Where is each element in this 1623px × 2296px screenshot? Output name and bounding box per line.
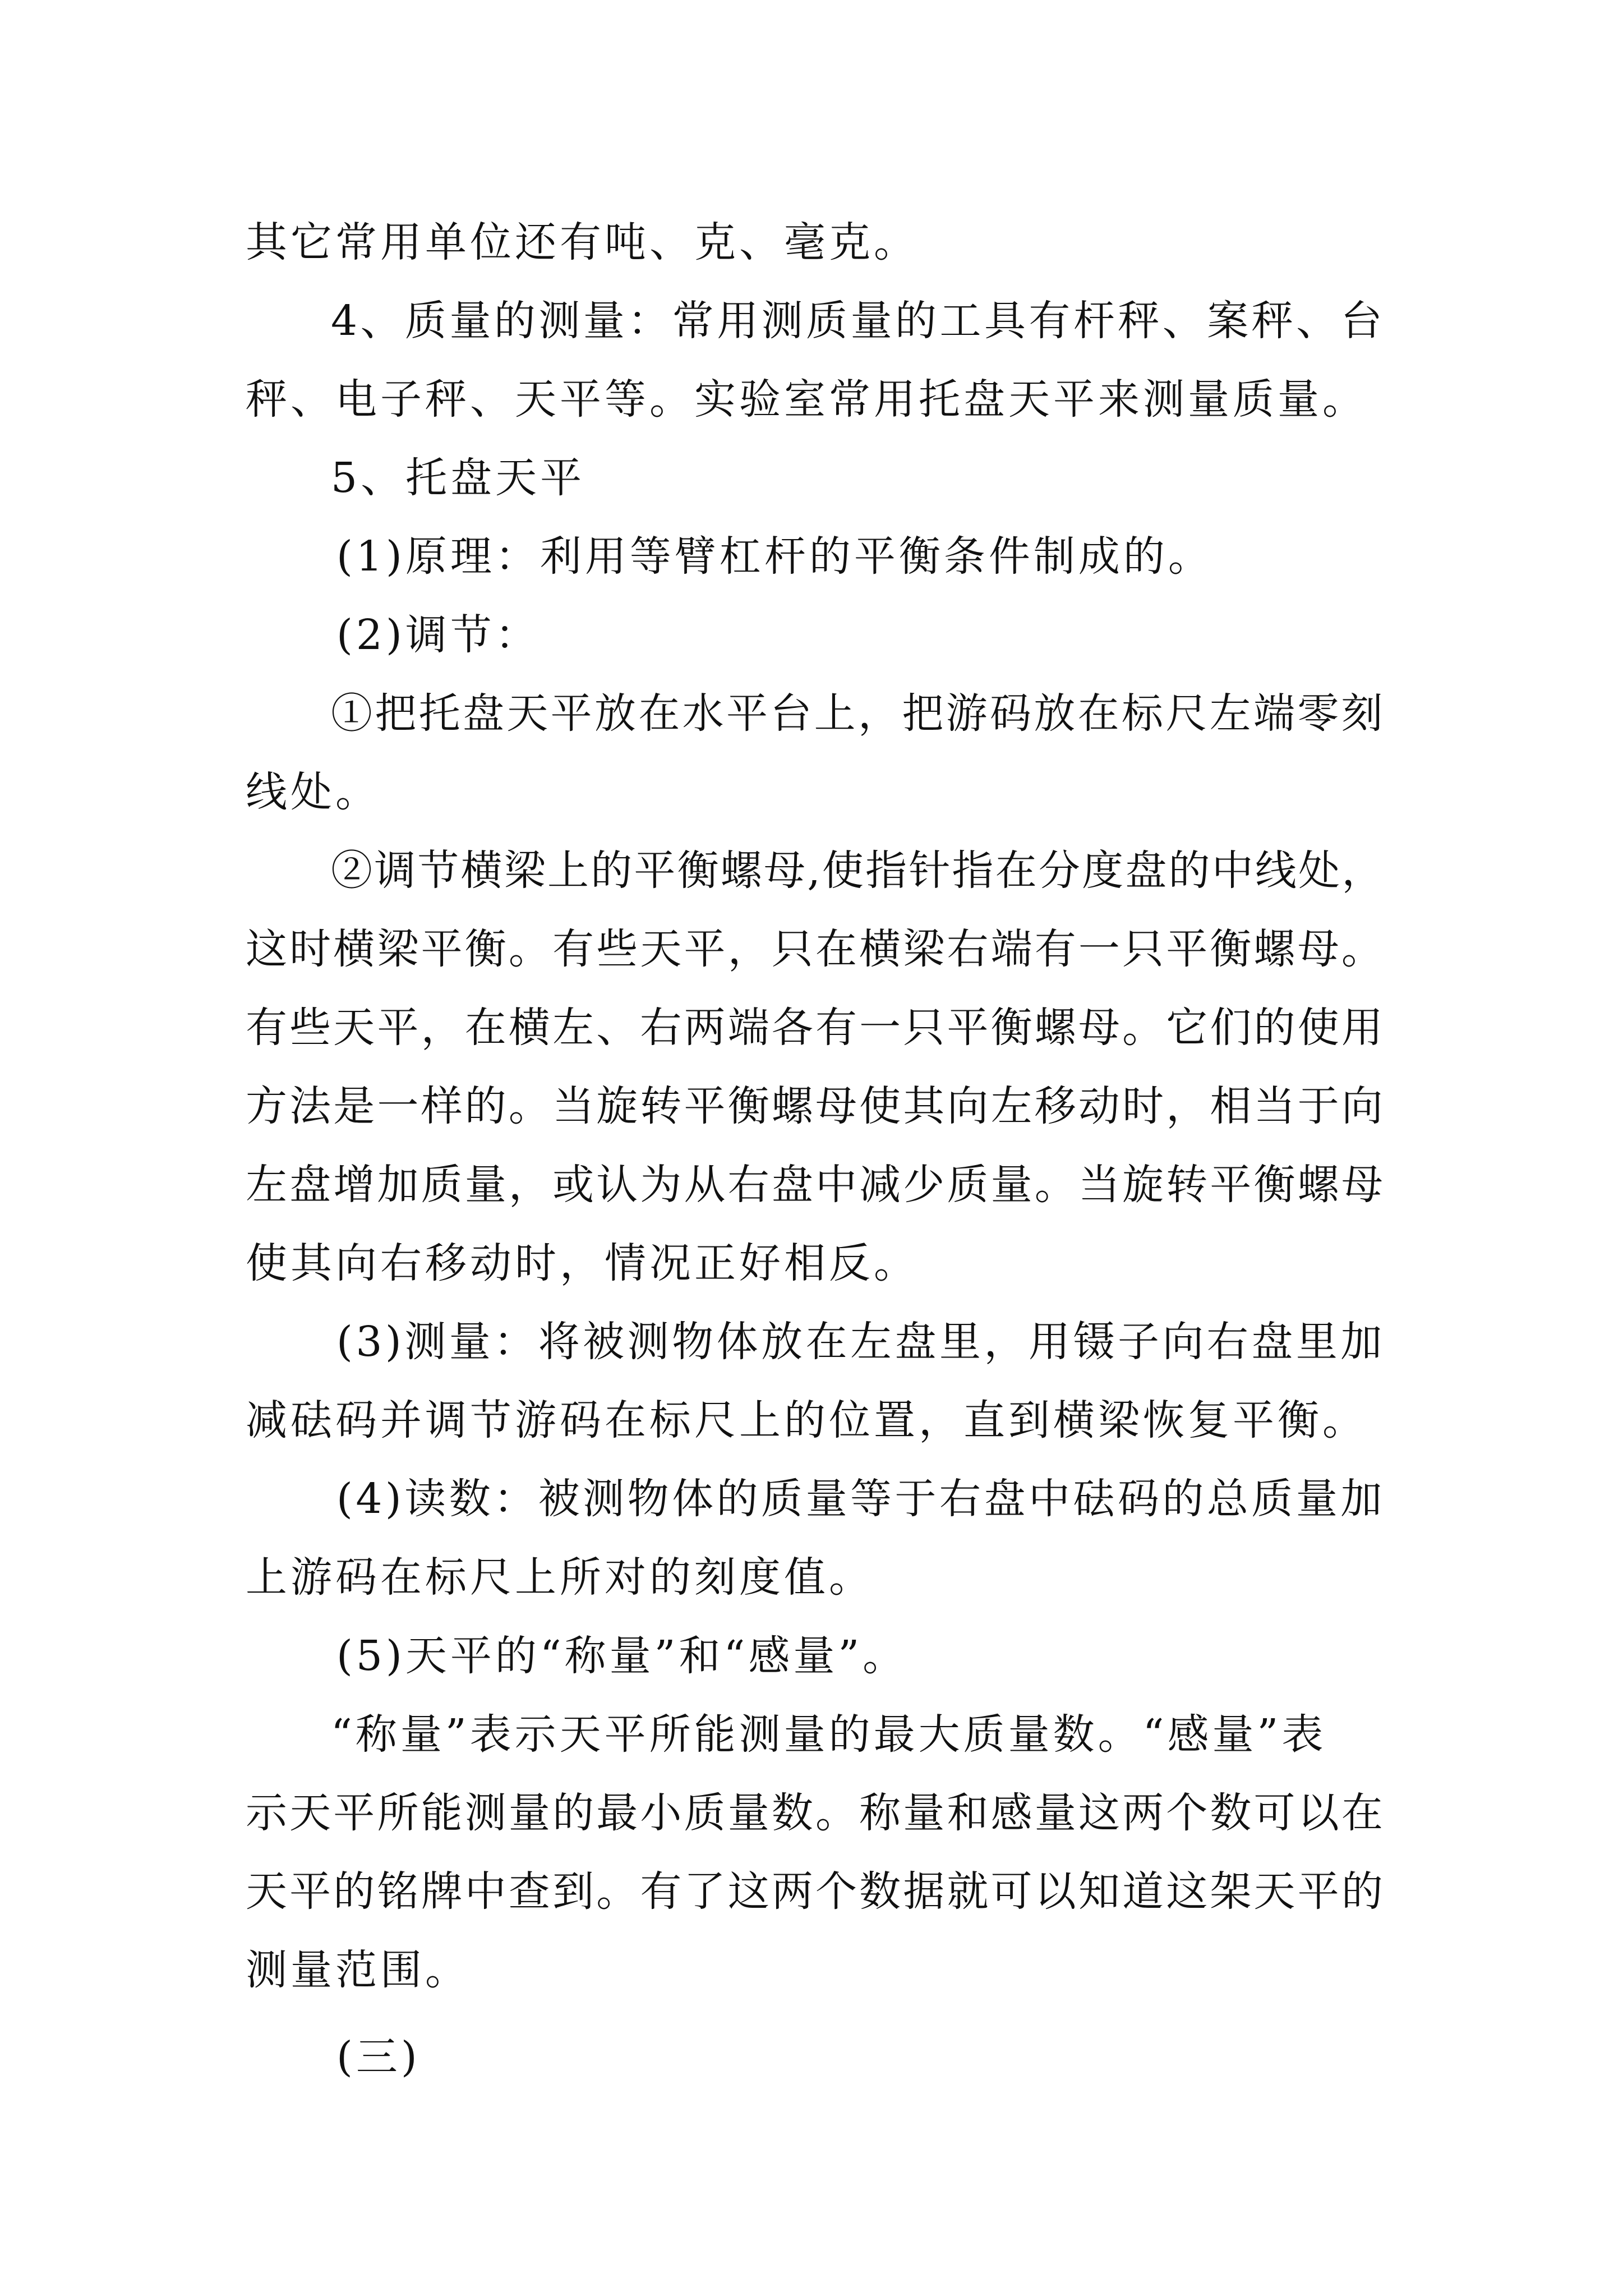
- text-line: 天平的铭牌中查到。有了这两个数据就可以知道这架天平的: [246, 1867, 1385, 1916]
- text-line: “称量”表示天平所能测量的最大质量数。“感量”表: [331, 1710, 1327, 1759]
- text-line: 5、托盘天平: [331, 454, 585, 502]
- text-line: (4)读数：被测物体的质量等于右盘中砝码的总质量加: [336, 1475, 1385, 1523]
- text-line: 有些天平，在横左、右两端各有一只平衡螺母。它们的使用: [246, 1004, 1385, 1052]
- text-line: 4、质量的测量：常用测质量的工具有杆秤、案秤、台: [331, 297, 1386, 345]
- text-line: 示天平所能测量的最小质量数。称量和感量这两个数可以在: [246, 1789, 1385, 1837]
- text-line: 使其向右移动时，情况正好相反。: [246, 1239, 919, 1287]
- text-line: (1)原理：利用等臂杠杆的平衡条件制成的。: [336, 532, 1213, 581]
- text-line: 其它常用单位还有吨、克、毫克。: [246, 218, 919, 266]
- text-line: (3)测量：将被测物体放在左盘里，用镊子向右盘里加: [336, 1318, 1385, 1366]
- text-line: 减砝码并调节游码在标尺上的位置，直到横梁恢复平衡。: [246, 1396, 1367, 1444]
- text-line: 左盘增加质量，或认为从右盘中减少质量。当旋转平衡螺母: [246, 1161, 1385, 1209]
- text-line: 测量范围。: [246, 1946, 470, 1994]
- text-line: 方法是一样的。当旋转平衡螺母使其向左移动时，相当于向: [246, 1082, 1385, 1130]
- text-line: (5)天平的“称量”和“感量”。: [336, 1632, 908, 1680]
- text-line: ①把托盘天平放在水平台上，把游码放在标尺左端零刻: [331, 689, 1385, 738]
- text-line: 这时横梁平衡。有些天平，只在横梁右端有一只平衡螺母。: [246, 925, 1385, 973]
- text-line: ②调节横梁上的平衡螺母,使指针指在分度盘的中线处，: [331, 846, 1385, 895]
- text-line: 线处。: [246, 768, 380, 816]
- text-line: 秤、电子秤、天平等。实验室常用托盘天平来测量质量。: [246, 375, 1367, 424]
- text-line: 上游码在标尺上所对的刻度值。: [246, 1553, 874, 1602]
- text-line: (2)调节：: [336, 611, 540, 659]
- text-line: (三): [336, 2033, 421, 2081]
